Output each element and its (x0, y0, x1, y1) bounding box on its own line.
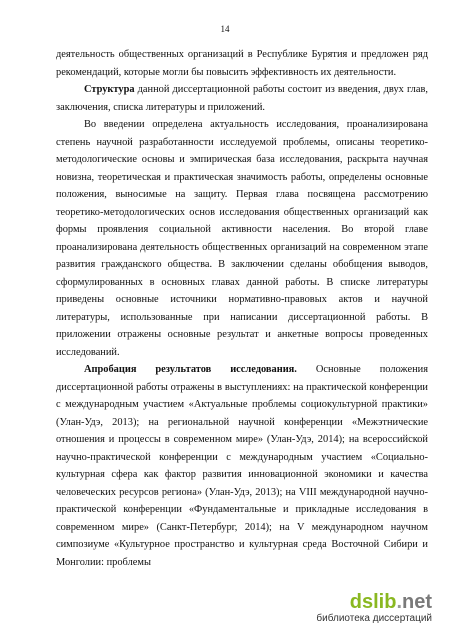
paragraph-text: деятельность общественных организаций в Республике Бурятия и предложен ряд рекомендаций, которые могли бы повысить эффективность их деятельности. (56, 49, 428, 78)
paragraph-text: Во введении определена актуальность исследования, проанализирована степень научной разработанности исследуемой проблемы, описаны теоретико-методологические основы и эмпирическая база исследования, раскрыта научная новизна, теоретическая и практическая значимость работы, определены основные положения, выносимые на защиту. Первая глава посвящена рассмотрению теоретико-методологических основ исследования общественных организаций как формы проявления социальной активности населения. Во второй главе проанализирована деятельность общественных организаций на современном этапе развития гражданского общества. В заключении сделаны обобщения выводов, сформулированных в основных главах данной работы. В списке литературы приведены основные источники нормативно-правовых актов и научной литературы, использованные при написании диссертационной работы. В приложении отражены основные результат и анкетные вопросы проведенных исследований. (56, 119, 428, 358)
paragraph-text: данной диссертационной работы состоит из введения, двух глав, заключения, списка литературы и приложений. (56, 84, 428, 113)
paragraph-lead: Структура (84, 84, 135, 95)
watermark-caption: библиотека диссертаций (316, 613, 432, 624)
logo-main: dslib (349, 591, 397, 613)
paragraph (56, 46, 428, 81)
logo-dot: . (396, 591, 402, 613)
site-watermark[interactable] (310, 589, 436, 627)
site-logo[interactable] (316, 591, 432, 613)
paragraph-text: Основные положения диссертационной работы отражены в выступлениях: на практической конференции с международным участием «Актуальные проблемы социокультурной практики» (Улан-Удэ, 2013); на региональной научной конференции «Межэтнические отношения и процессы в современном мире» (Улан-Удэ, 2014); на всероссийской научно-практической конференции с международным участием «Социально-культурная сфера как фактор развития инновационной экономики и качества человеческих ресурсов региона» (Улан-Удэ, 2013); на VIII международной научно-практической конференции «Фундаментальные и прикладные исследования в современном мире» (Санкт-Петербург, 2014); на V международном научном симпозиуме «Культурное пространство и культурная среда Восточной Сибири и Монголии: проблемы (56, 364, 428, 568)
page-number: 14 (220, 24, 230, 34)
paragraph (56, 116, 428, 361)
document-body (56, 46, 428, 571)
paragraph (56, 361, 428, 571)
logo-tld: net (402, 591, 432, 613)
paragraph (56, 81, 428, 116)
paragraph-lead: Апробация результатов исследования. (84, 364, 297, 375)
